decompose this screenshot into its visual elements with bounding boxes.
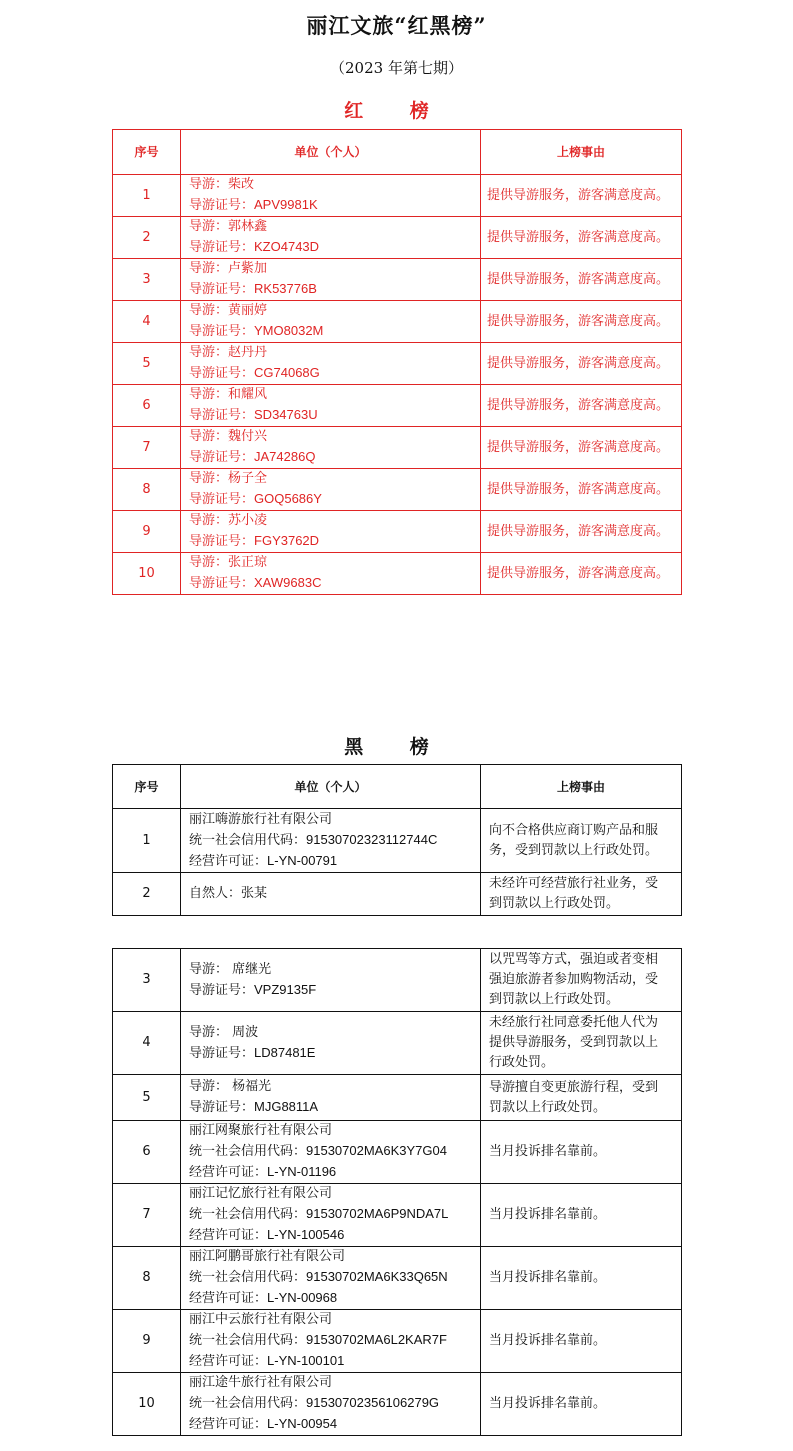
- guide-label: 导游：: [189, 219, 229, 234]
- reason-text: 强迫旅游者参加购物活动，受: [489, 972, 659, 987]
- guide-id-label: 导游证号：: [189, 198, 255, 213]
- cell-line: [189, 363, 480, 384]
- page-title: 丽江文旅“红黑榜”: [306, 13, 487, 38]
- unit-line2-label: 导游证号：: [189, 1045, 255, 1061]
- row-number: 4: [113, 1012, 181, 1075]
- cell-line: [189, 405, 480, 426]
- reason-cell: 提供导游服务，游客满意度高。: [481, 259, 682, 301]
- cell-line: [189, 1393, 480, 1414]
- table-row: [113, 1310, 682, 1373]
- row-number: 7: [113, 1184, 181, 1247]
- row-number: 4: [113, 301, 181, 343]
- row-number: 2: [113, 217, 181, 259]
- guide-name: 杨子全: [228, 471, 268, 486]
- column-header-unit: 单位（个人）: [181, 765, 481, 809]
- unit-line3-value: L-YN-100101: [267, 1353, 345, 1368]
- reason-text: 未经许可经营旅行社业务，受: [489, 876, 659, 891]
- page-subtitle: （2023 年第七期）: [330, 59, 463, 77]
- table-row: [113, 427, 682, 469]
- cell-line: [489, 1268, 681, 1288]
- cell-line: [189, 1077, 480, 1097]
- unit-cell: [181, 343, 481, 385]
- cell-line: [189, 175, 480, 195]
- table-header-row: [113, 130, 682, 175]
- cell-line: [489, 990, 681, 1010]
- reason-cell: [481, 873, 682, 916]
- cell-line: [189, 489, 480, 510]
- table-row: [113, 217, 682, 259]
- row-number: 8: [113, 469, 181, 511]
- guide-label: 导游：: [189, 261, 229, 276]
- guide-id-label: 导游证号：: [189, 282, 255, 297]
- reason-cell: 提供导游服务，游客满意度高。: [481, 469, 682, 511]
- table-row: [113, 949, 682, 1012]
- row-number: 8: [113, 1247, 181, 1310]
- row-number: 7: [113, 427, 181, 469]
- unit-cell: [181, 1310, 481, 1373]
- unit-line3-label: 经营许可证：: [189, 1417, 268, 1432]
- reason-cell: [481, 949, 682, 1012]
- cell-line: [189, 279, 480, 300]
- cell-line: [189, 531, 480, 552]
- unit-cell: [181, 1184, 481, 1247]
- guide-name: 郭林鑫: [228, 219, 268, 234]
- cell-line: [489, 1013, 681, 1033]
- reason-text: 导游擅自变更旅游行程，受到: [489, 1079, 659, 1095]
- cell-line: [489, 1098, 681, 1118]
- cell-line: [189, 1097, 480, 1118]
- unit-line3-label: 经营许可证：: [189, 853, 268, 869]
- guide-id: FGY3762D: [254, 533, 320, 548]
- guide-label: 导游：: [189, 345, 229, 360]
- reason-text: 当月投诉排名靠前。: [489, 1144, 607, 1159]
- cell-line: [189, 980, 480, 1001]
- unit-name: 丽江记忆旅行社有限公司: [189, 1186, 333, 1201]
- unit-line2-value: 91530702323112744C: [306, 831, 438, 847]
- guide-label: 导游：: [189, 177, 229, 192]
- row-number: 5: [113, 343, 181, 385]
- unit-cell: [181, 1075, 481, 1121]
- reason-text: 罚款以上行政处罚。: [489, 1099, 607, 1115]
- guide-id: GOQ5686Y: [254, 491, 322, 506]
- reason-text: 当月投诉排名靠前。: [489, 1396, 607, 1411]
- table-header-row: [113, 765, 682, 809]
- unit-name: 丽江中云旅行社有限公司: [189, 1312, 333, 1327]
- cell-line: [489, 1331, 681, 1351]
- unit-line2-label: 统一社会信用代码：: [189, 1144, 307, 1159]
- cell-line: [489, 1205, 681, 1225]
- cell-line: [189, 1267, 480, 1288]
- column-header-no: 序号: [113, 765, 181, 809]
- guide-name: 卢紫加: [228, 261, 268, 276]
- unit-line3-label: 经营许可证：: [189, 1228, 268, 1243]
- table-row: [113, 385, 682, 427]
- guide-label: 导游：: [189, 429, 229, 444]
- guide-label: 导游：: [189, 555, 229, 570]
- unit-line2-value: VPZ9135F: [254, 981, 317, 997]
- cell-line: [189, 385, 480, 405]
- row-number: 10: [113, 553, 181, 595]
- reason-text: 向不合格供应商订购产品和服: [489, 822, 659, 838]
- unit-cell: [181, 809, 481, 873]
- unit-line2-label: 导游证号：: [189, 1100, 255, 1115]
- unit-cell: [181, 469, 481, 511]
- guide-id-label: 导游证号：: [189, 492, 255, 507]
- unit-line2-value: 91530702MA6K33Q65N: [306, 1269, 448, 1284]
- reason-cell: 提供导游服务，游客满意度高。: [481, 343, 682, 385]
- unit-cell: [181, 385, 481, 427]
- guide-name: 黄丽婷: [228, 303, 268, 318]
- table-row: [113, 259, 682, 301]
- unit-cell: [181, 175, 481, 217]
- guide-id: XAW9683C: [254, 575, 322, 590]
- cell-line: [189, 195, 480, 216]
- unit-line3-value: L-YN-00791: [267, 852, 338, 868]
- unit-line2-value: LD87481E: [254, 1044, 316, 1060]
- table-row: [113, 809, 682, 873]
- reason-text: 当月投诉排名靠前。: [489, 1333, 607, 1348]
- reason-cell: 提供导游服务，游客满意度高。: [481, 511, 682, 553]
- cell-line: [489, 874, 681, 894]
- table-row: [113, 553, 682, 595]
- unit-line2-label: 统一社会信用代码：: [189, 1207, 307, 1222]
- unit-line2-value: MJG8811A: [254, 1099, 319, 1114]
- cell-line: [189, 469, 480, 489]
- reason-cell: 提供导游服务，游客满意度高。: [481, 175, 682, 217]
- unit-name: 导游： 席继光: [189, 961, 272, 977]
- unit-line3-label: 经营许可证：: [189, 1291, 268, 1306]
- unit-line2-label: 统一社会信用代码：: [189, 832, 307, 848]
- table-row: [113, 469, 682, 511]
- row-number: 9: [113, 1310, 181, 1373]
- black-list-table-part2: [112, 948, 682, 1436]
- guide-name: 赵丹丹: [228, 345, 268, 360]
- reason-cell: 提供导游服务，游客满意度高。: [481, 427, 682, 469]
- reason-cell: 提供导游服务，游客满意度高。: [481, 217, 682, 259]
- cell-line: [489, 894, 681, 914]
- row-number: 3: [113, 259, 181, 301]
- cell-line: [189, 1330, 480, 1351]
- guide-id-label: 导游证号：: [189, 576, 255, 591]
- cell-line: [189, 1225, 480, 1246]
- row-number: 1: [113, 175, 181, 217]
- unit-line3-label: 经营许可证：: [189, 1354, 268, 1369]
- row-number: 10: [113, 1373, 181, 1436]
- unit-cell: [181, 427, 481, 469]
- unit-name: 导游： 杨福光: [189, 1079, 272, 1094]
- cell-line: [189, 511, 480, 531]
- cell-line: [189, 1373, 480, 1393]
- unit-cell: [181, 1247, 481, 1310]
- cell-line: [189, 259, 480, 279]
- table-row: [113, 343, 682, 385]
- cell-line: [489, 1142, 681, 1162]
- column-header-reason: 上榜事由: [481, 130, 682, 175]
- unit-cell: [181, 259, 481, 301]
- guide-id: APV9981K: [254, 197, 318, 212]
- table-row: [113, 1121, 682, 1184]
- reason-cell: [481, 1012, 682, 1075]
- cell-line: [189, 1141, 480, 1162]
- table-row: [113, 1247, 682, 1310]
- reason-text: 到罚款以上行政处罚。: [489, 896, 620, 911]
- cell-line: [189, 1162, 480, 1183]
- reason-cell: [481, 1184, 682, 1247]
- cell-line: [189, 321, 480, 342]
- guide-id: CG74068G: [254, 365, 320, 380]
- red-list-heading: 红 榜: [344, 100, 449, 122]
- guide-name: 和耀风: [228, 387, 268, 402]
- unit-line3-value: L-YN-100546: [267, 1227, 345, 1242]
- cell-line: [189, 1121, 480, 1141]
- cell-line: [189, 884, 480, 904]
- cell-line: [189, 851, 480, 872]
- black-list-table-part1: [112, 764, 682, 916]
- unit-cell: [181, 301, 481, 343]
- unit-name: 丽江嗨游旅行社有限公司: [189, 811, 333, 827]
- reason-text: 当月投诉排名靠前。: [489, 1207, 607, 1222]
- table-row: [113, 175, 682, 217]
- unit-line3-value: L-YN-00954: [267, 1416, 338, 1431]
- cell-line: [189, 1023, 480, 1043]
- reason-text: 当月投诉排名靠前。: [489, 1270, 607, 1285]
- reason-text: 到罚款以上行政处罚。: [489, 992, 620, 1007]
- reason-cell: 提供导游服务，游客满意度高。: [481, 385, 682, 427]
- cell-line: [189, 343, 480, 363]
- cell-line: [489, 1053, 681, 1073]
- cell-line: [189, 1247, 480, 1267]
- unit-line3-value: L-YN-01196: [267, 1164, 337, 1179]
- guide-label: 导游：: [189, 303, 229, 318]
- reason-cell: [481, 1373, 682, 1436]
- unit-line2-value: 91530702MA6K3Y7G04: [306, 1143, 447, 1158]
- unit-line3-value: L-YN-00968: [267, 1290, 338, 1305]
- guide-label: 导游：: [189, 471, 229, 486]
- cell-line: [189, 553, 480, 573]
- cell-line: [189, 1043, 480, 1064]
- table-row: [113, 873, 682, 916]
- reason-text: 务，受到罚款以上行政处罚。: [489, 842, 659, 858]
- guide-id: RK53776B: [254, 281, 317, 296]
- cell-line: [189, 573, 480, 594]
- reason-text: 提供导游服务，受到罚款以上: [489, 1035, 659, 1050]
- cell-line: [489, 1394, 681, 1414]
- reason-cell: [481, 1310, 682, 1373]
- reason-cell: [481, 1075, 682, 1121]
- guide-name: 魏付兴: [228, 429, 268, 444]
- unit-cell: [181, 949, 481, 1012]
- table-row: [113, 1012, 682, 1075]
- reason-text: 以咒骂等方式，强迫或者变相: [489, 952, 659, 967]
- black-list-heading: 黑 榜: [344, 736, 449, 758]
- row-number: 2: [113, 873, 181, 916]
- unit-line2-label: 统一社会信用代码：: [189, 1333, 307, 1348]
- reason-cell: [481, 1247, 682, 1310]
- cell-line: [189, 1184, 480, 1204]
- guide-id-label: 导游证号：: [189, 450, 255, 465]
- cell-line: [489, 1078, 681, 1098]
- cell-line: [189, 830, 480, 851]
- reason-text: 未经旅行社同意委托他人代为: [489, 1015, 659, 1030]
- row-number: 6: [113, 1121, 181, 1184]
- guide-id: KZO4743D: [254, 239, 320, 254]
- cell-line: [189, 427, 480, 447]
- cell-line: [489, 821, 681, 841]
- unit-line2-value: 91530702MA6L2KAR7F: [306, 1332, 447, 1347]
- unit-cell: [181, 1373, 481, 1436]
- cell-line: [189, 810, 480, 830]
- guide-id-label: 导游证号：: [189, 534, 255, 549]
- row-number: 1: [113, 809, 181, 873]
- cell-line: [189, 447, 480, 468]
- guide-id: SD34763U: [254, 407, 318, 422]
- reason-cell: [481, 1121, 682, 1184]
- unit-name: 导游： 周波: [189, 1024, 259, 1040]
- unit-cell: [181, 873, 481, 916]
- column-header-reason: 上榜事由: [481, 765, 682, 809]
- unit-line2-label: 统一社会信用代码：: [189, 1396, 307, 1411]
- unit-cell: [181, 217, 481, 259]
- table-row: [113, 1184, 682, 1247]
- guide-name: 柴改: [228, 177, 255, 192]
- row-number: 9: [113, 511, 181, 553]
- cell-line: [489, 841, 681, 861]
- cell-line: [189, 1288, 480, 1309]
- cell-line: [189, 1351, 480, 1372]
- cell-line: [189, 237, 480, 258]
- guide-label: 导游：: [189, 387, 229, 402]
- cell-line: [189, 1204, 480, 1225]
- red-list-table: [112, 129, 682, 595]
- guide-name: 张正琼: [228, 555, 268, 570]
- table-row: [113, 511, 682, 553]
- unit-line2-label: 导游证号：: [189, 982, 255, 998]
- table-row: [113, 1075, 682, 1121]
- table-row: [113, 301, 682, 343]
- unit-line3-label: 经营许可证：: [189, 1165, 268, 1180]
- cell-line: [189, 1414, 480, 1435]
- unit-cell: [181, 1121, 481, 1184]
- column-header-unit: 单位（个人）: [181, 130, 481, 175]
- guide-id: JA74286Q: [254, 449, 316, 464]
- row-number: 6: [113, 385, 181, 427]
- unit-name: 自然人：张某: [189, 886, 268, 901]
- unit-cell: [181, 553, 481, 595]
- unit-name: 丽江网聚旅行社有限公司: [189, 1123, 333, 1138]
- unit-name: 丽江阿鹏哥旅行社有限公司: [189, 1249, 346, 1264]
- guide-name: 苏小凌: [228, 513, 268, 528]
- row-number: 3: [113, 949, 181, 1012]
- reason-cell: [481, 809, 682, 873]
- guide-label: 导游：: [189, 513, 229, 528]
- guide-id-label: 导游证号：: [189, 324, 255, 339]
- guide-id-label: 导游证号：: [189, 408, 255, 423]
- cell-line: [189, 301, 480, 321]
- unit-line2-value: 91530702MA6P9NDA7L: [306, 1206, 449, 1221]
- column-header-no: 序号: [113, 130, 181, 175]
- unit-line2-value: 91530702356106279G: [306, 1395, 440, 1410]
- unit-name: 丽江途牛旅行社有限公司: [189, 1375, 333, 1390]
- cell-line: [489, 970, 681, 990]
- reason-cell: 提供导游服务，游客满意度高。: [481, 553, 682, 595]
- cell-line: [189, 960, 480, 980]
- reason-cell: 提供导游服务，游客满意度高。: [481, 301, 682, 343]
- cell-line: [189, 1310, 480, 1330]
- cell-line: [489, 1033, 681, 1053]
- cell-line: [189, 217, 480, 237]
- unit-cell: [181, 511, 481, 553]
- guide-id-label: 导游证号：: [189, 366, 255, 381]
- unit-cell: [181, 1012, 481, 1075]
- reason-text: 行政处罚。: [489, 1055, 555, 1070]
- guide-id: YMO8032M: [254, 323, 324, 338]
- guide-id-label: 导游证号：: [189, 240, 255, 255]
- unit-line2-label: 统一社会信用代码：: [189, 1270, 307, 1285]
- table-row: [113, 1373, 682, 1436]
- row-number: 5: [113, 1075, 181, 1121]
- cell-line: [489, 950, 681, 970]
